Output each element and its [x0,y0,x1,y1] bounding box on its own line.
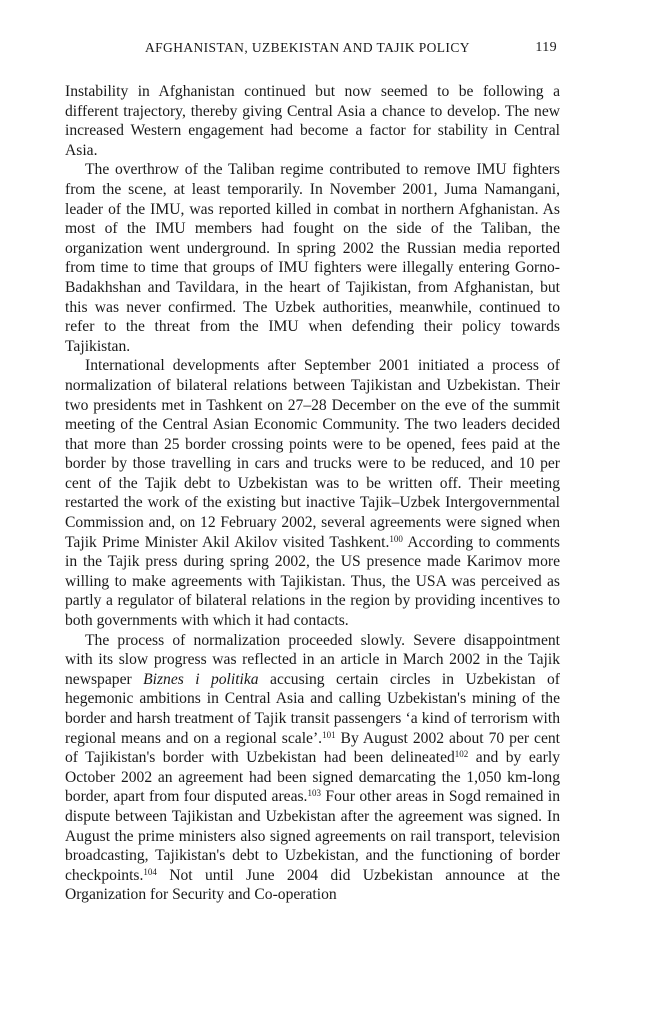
paragraph-4-text-d: and by early October 2002 an agreement had been signed demarcating the 1,050 km-long border, apart from four disputed areas. [65,749,560,806]
body-text [65,82,560,905]
newspaper-title: Biznes i politika [143,670,259,688]
paragraph-3 [65,356,560,630]
running-title: AFGHANISTAN, UZBEKISTAN AND TAJIK POLICY [145,40,470,55]
footnote-marker-101: 101 [322,729,336,740]
page-number: 119 [535,40,557,55]
paragraph-1 [65,82,560,160]
footnote-marker-103: 103 [307,788,321,799]
paragraph-1-text: Instability in Afghanistan continued but now seemed to be following a different trajectory, thereby giving Central Asia a chance to develop. The new increased Western engagement had become a factor for stability in Central Asia. [65,83,560,159]
paragraph-4-text-a: The process of normalization proceeded slowly. Severe disappointment with its slow progress was reflected in an article in March 2002 in the Tajik newspaper [65,631,560,688]
paragraph-4-text-f: Not until June 2004 did Uzbekistan announce at the Organization for Security and Co-operation [65,866,560,904]
paragraph-3-text-b: According to comments in the Tajik press during spring 2002, the US presence made Karimov more willing to make agreements with Tajikistan. Thus, the USA was perceived as partly a regulator of bilateral relations in the region by providing incentives to both governments with which it had contacts. [65,533,560,630]
paragraph-4 [65,631,560,905]
paragraph-2 [65,160,560,356]
footnote-marker-100: 100 [389,533,403,544]
paragraph-2-text: The overthrow of the Taliban regime contributed to remove IMU fighters from the scene, at least temporarily. In November 2001, Juma Namangani, leader of the IMU, was reported killed in combat in northern Afghanistan. As most of the IMU members had fought on the side of the Taliban, the organization went underground. In spring 2002 the Russian media reported from time to time that groups of IMU fighters were illegally entering Gorno-Badakhshan and Tavildara, in the heart of Tajikistan, from Afghanistan, but this was never confirmed. The Uzbek authorities, meanwhile, continued to refer to the threat from the IMU when defending their policy towards Tajikistan. [65,161,560,355]
paragraph-3-text-a: International developments after September 2001 initiated a process of normalization of bilateral relations between Tajikistan and Uzbekistan. Their two presidents met in Tashkent on 27–28 December on the eve of the summit meeting of the Central Asian Economic Community. The two leaders decided that more than 25 border crossing points were to be opened, fees paid at the border by those travelling in cars and trucks were to be reduced, and 10 per cent of the Tajik debt to Uzbekistan was to be written off. Their meeting restarted the work of the existing but inactive Tajik–Uzbek Intergovernmental Commission and, on 12 February 2002, several agreements were signed when Tajik Prime Minister Akil Akilov visited Tashkent. [65,357,560,551]
footnote-marker-104: 104 [143,866,157,877]
paragraph-4-text-c: By August 2002 about 70 per cent of Tajikistan's border with Uzbekistan had been delineated [65,729,560,767]
paragraph-4-text-e: Four other areas in Sogd remained in dispute between Tajikistan and Uzbekistan after the agreement was signed. In August the prime ministers also signed agreements on rail transport, television broadcasting, Tajikistan's debt to Uzbekistan, and the functioning of border checkpoints. [65,788,560,884]
footnote-marker-102: 102 [454,749,469,760]
paragraph-4-text-b: accusing certain circles in Uzbekistan of hegemonic ambitions in Central Asia and calling Uzbekistan's mining of the border and harsh treatment of Tajik transit passengers ‘a kind of terrorism with regional means and on a regional scale’. [65,670,561,747]
